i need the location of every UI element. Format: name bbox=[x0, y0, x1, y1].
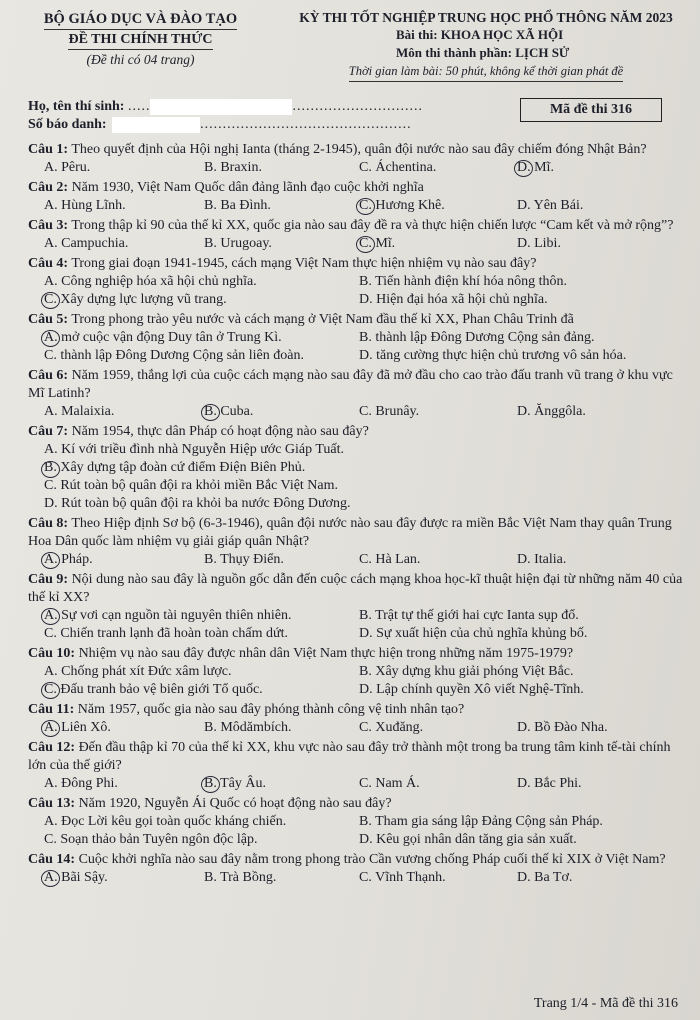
header-right bbox=[286, 10, 686, 82]
candidate-name-label: Họ, tên thí sinh: bbox=[28, 99, 125, 114]
question bbox=[28, 851, 686, 887]
option-b[interactable]: B. thành lập Đông Dương Cộng sản đảng. bbox=[359, 330, 595, 345]
question-text: Năm 1957, quốc gia nào sau đây phóng thành công vệ tinh nhân tạo? bbox=[77, 702, 465, 717]
candidate-name-field[interactable] bbox=[150, 99, 292, 115]
page-footer: Trang 1/4 - Mã đề thi 316 bbox=[533, 996, 678, 1011]
option-a[interactable]: A. Bãi Sậy. bbox=[44, 869, 204, 887]
exam-status: ĐỀ THI CHÍNH THỨC bbox=[68, 32, 212, 50]
option-d[interactable]: D. Mĩ. bbox=[517, 159, 667, 177]
option-d[interactable]: D. Sự xuất hiện của chủ nghĩa khủng bố. bbox=[359, 626, 588, 641]
dots: ............................. bbox=[292, 99, 423, 114]
question bbox=[28, 571, 686, 643]
option-d[interactable]: D. Bắc Phi. bbox=[517, 776, 582, 791]
subject-label: Môn thi thành phần: LỊCH SỬ bbox=[396, 45, 570, 60]
question-text: Nhiệm vụ nào sau đây được nhân dân Việt Nam thực hiện trong những năm 1975-1979? bbox=[78, 646, 574, 661]
option-b[interactable]: B. Cuba. bbox=[204, 403, 359, 421]
question-number: Câu 11: bbox=[28, 702, 75, 717]
option-c[interactable]: C. Hương Khê. bbox=[359, 197, 517, 215]
option-d[interactable]: D. Bồ Đào Nha. bbox=[517, 720, 608, 735]
option-c[interactable]: C. Vĩnh Thạnh. bbox=[359, 870, 446, 885]
exam-label: Bài thi: KHOA HỌC XÃ HỘI bbox=[396, 27, 564, 42]
question-number: Câu 8: bbox=[28, 516, 69, 531]
question bbox=[28, 423, 686, 513]
option-c[interactable]: C. Soạn thảo bản Tuyên ngôn độc lập. bbox=[44, 832, 258, 847]
option-b[interactable]: B. Môdămbích. bbox=[204, 720, 292, 735]
question-text: Năm 1930, Việt Nam Quốc dân đảng lãnh đạo cuộc khởi nghĩa bbox=[71, 180, 424, 195]
option-a[interactable]: A. mở cuộc vận động Duy tân ở Trung Kì. bbox=[44, 329, 359, 347]
question-number: Câu 7: bbox=[28, 424, 69, 439]
option-b[interactable]: B. Trà Bồng. bbox=[204, 870, 277, 885]
option-a[interactable]: A. Liên Xô. bbox=[44, 719, 204, 737]
question-text: Trong phong trào yêu nước và cách mạng ở Việt Nam đầu thế kỉ XX, Phan Châu Trinh đã bbox=[71, 312, 574, 327]
exam-header bbox=[28, 10, 686, 82]
option-b[interactable]: B. Xây dựng tập đoàn cứ điểm Điện Biên Phủ. bbox=[44, 460, 306, 475]
question-text: Đến đầu thập kỉ 70 của thế kỉ XX, khu vực nào sau đây trở thành một trong ba trung tâm kinh tế-tài chính lớn của thế giới? bbox=[28, 740, 671, 773]
question bbox=[28, 701, 686, 737]
question-number: Câu 14: bbox=[28, 852, 76, 867]
option-b[interactable]: B. Xây dựng khu giải phóng Việt Bắc. bbox=[359, 664, 574, 679]
question-number: Câu 12: bbox=[28, 740, 76, 755]
dots: ..... bbox=[127, 99, 151, 114]
option-c[interactable]: C. Xây dựng lực lượng vũ trang. bbox=[44, 291, 359, 309]
option-a[interactable]: A. Pháp. bbox=[44, 551, 204, 569]
option-a[interactable]: A. Campuchia. bbox=[44, 236, 129, 251]
option-b[interactable]: B. Trật tự thế giới hai cực Ianta sụp đổ. bbox=[359, 608, 579, 623]
question bbox=[28, 795, 686, 849]
question-number: Câu 2: bbox=[28, 180, 69, 195]
question-text: Năm 1959, thắng lợi của cuộc cách mạng nào sau đây đã mở đầu cho cao trào đấu tranh vũ trang ở khu vực Mĩ Latinh? bbox=[28, 368, 673, 401]
question-text: Trong giai đoạn 1941-1945, cách mạng Việt Nam thực hiện nhiệm vụ nào sau đây? bbox=[71, 256, 537, 271]
option-a[interactable]: A. Hùng Lĩnh. bbox=[44, 198, 126, 213]
option-c[interactable]: C. Nam Á. bbox=[359, 776, 420, 791]
question-text: Theo quyết định của Hội nghị Ianta (tháng 2-1945), quân đội nước nào sau đây chiếm đóng Nhật Bản? bbox=[71, 142, 647, 157]
candidate-info bbox=[28, 98, 686, 136]
option-c[interactable]: C. Chiến tranh lạnh đã hoàn toàn chấm dứt. bbox=[44, 626, 288, 641]
option-c[interactable]: C. Brunây. bbox=[359, 404, 420, 419]
option-d[interactable]: D. Lập chính quyền Xô viết Nghệ-Tĩnh. bbox=[359, 682, 584, 697]
option-b[interactable]: B. Tây Âu. bbox=[204, 775, 359, 793]
option-c[interactable]: C. Rút toàn bộ quân đội ra khỏi miền Bắc Việt Nam. bbox=[44, 478, 339, 493]
question-number: Câu 6: bbox=[28, 368, 69, 383]
option-a[interactable]: A. Sự vơi cạn nguồn tài nguyên thiên nhiên. bbox=[44, 607, 359, 625]
candidate-id-field[interactable] bbox=[112, 117, 200, 133]
option-d[interactable]: D. Ănggôla. bbox=[517, 404, 586, 419]
option-a[interactable]: A. Malaixia. bbox=[44, 404, 115, 419]
question bbox=[28, 367, 686, 421]
question bbox=[28, 311, 686, 365]
question-number: Câu 5: bbox=[28, 312, 69, 327]
option-d[interactable]: D. Italia. bbox=[517, 552, 567, 567]
option-d[interactable]: D. Libi. bbox=[517, 236, 561, 251]
option-a[interactable]: A. Công nghiệp hóa xã hội chủ nghĩa. bbox=[44, 274, 257, 289]
option-c[interactable]: C. Đấu tranh bảo vệ biên giới Tổ quốc. bbox=[44, 681, 359, 699]
page-count-note: (Đề thi có 04 trang) bbox=[86, 52, 195, 67]
question bbox=[28, 515, 686, 569]
option-c[interactable]: C. Hà Lan. bbox=[359, 552, 421, 567]
option-d[interactable]: D. tăng cường thực hiện chủ trương vô sản hóa. bbox=[359, 348, 627, 363]
question-text: Cuộc khởi nghĩa nào sau đây nằm trong phong trào Cần vương chống Pháp cuối thế kỉ XIX ở Việt Nam? bbox=[78, 852, 666, 867]
option-d[interactable]: D. Yên Bái. bbox=[517, 198, 584, 213]
option-b[interactable]: B. Tham gia sáng lập Đảng Cộng sản Pháp. bbox=[359, 814, 603, 829]
option-c[interactable]: C. Mĩ. bbox=[359, 235, 517, 253]
question-text: Nội dung nào sau đây là nguồn gốc dẫn đến cuộc cách mạng khoa học-kĩ thuật hiện đại từ những năm 40 của thế kỉ XX? bbox=[28, 572, 683, 605]
question-text: Năm 1920, Nguyễn Ái Quốc có hoạt động nào sau đây? bbox=[78, 796, 392, 811]
time-note: Thời gian làm bài: 50 phút, không kể thời gian phát đề bbox=[349, 64, 623, 82]
option-a[interactable]: A. Đọc Lời kêu gọi toàn quốc kháng chiến. bbox=[44, 814, 287, 829]
option-d[interactable]: D. Ba Tơ. bbox=[517, 870, 573, 885]
option-a[interactable]: A. Đông Phi. bbox=[44, 776, 118, 791]
option-d[interactable]: D. Hiện đại hóa xã hội chủ nghĩa. bbox=[359, 292, 548, 307]
option-b[interactable]: B. Tiến hành điện khí hóa nông thôn. bbox=[359, 274, 568, 289]
question-number: Câu 3: bbox=[28, 218, 69, 233]
question bbox=[28, 179, 686, 215]
question-number: Câu 4: bbox=[28, 256, 69, 271]
option-b[interactable]: B. Braxin. bbox=[204, 160, 262, 175]
option-b[interactable]: B. Urugoay. bbox=[204, 236, 272, 251]
option-b[interactable]: B. Thụy Điển. bbox=[204, 552, 284, 567]
option-c[interactable]: C. thành lập Đông Dương Cộng sản liên đoàn. bbox=[44, 348, 304, 363]
question-number: Câu 10: bbox=[28, 646, 76, 661]
option-b[interactable]: B. Ba Đình. bbox=[204, 198, 271, 213]
question-number: Câu 1: bbox=[28, 142, 69, 157]
question-text: Theo Hiệp định Sơ bộ (6-3-1946), quân đội nước nào sau đây được ra miền Bắc Việt Nam thay quân Trung Hoa Dân quốc làm nhiệm vụ giải giáp quân Nhật? bbox=[28, 516, 672, 549]
candidate-id-label: Số báo danh: bbox=[28, 117, 107, 132]
option-c[interactable]: C. Áchentina. bbox=[359, 160, 437, 175]
dots: ............................................... bbox=[200, 117, 412, 132]
option-c[interactable]: C. Xuđăng. bbox=[359, 720, 424, 735]
option-d[interactable]: D. Rút toàn bộ quân đội ra khỏi ba nước Đông Dương. bbox=[44, 496, 351, 511]
question bbox=[28, 217, 686, 253]
question-number: Câu 13: bbox=[28, 796, 76, 811]
option-a[interactable]: A. Chống phát xít Đức xâm lược. bbox=[44, 664, 232, 679]
question bbox=[28, 255, 686, 309]
option-a[interactable]: A. Pêru. bbox=[44, 160, 91, 175]
option-a[interactable]: A. Kí với triều đình nhà Nguyễn Hiệp ước Giáp Tuất. bbox=[44, 442, 345, 457]
question bbox=[28, 141, 686, 177]
question bbox=[28, 739, 686, 793]
question-text: Năm 1954, thực dân Pháp có hoạt động nào sau đây? bbox=[71, 424, 369, 439]
exam-code-box: Mã đề thi 316 bbox=[520, 98, 662, 122]
question-list bbox=[28, 141, 686, 887]
option-d[interactable]: D. Kêu gọi nhân dân tăng gia sản xuất. bbox=[359, 832, 577, 847]
question bbox=[28, 645, 686, 699]
header-left bbox=[28, 10, 253, 82]
ministry-name: BỘ GIÁO DỤC VÀ ĐÀO TẠO bbox=[44, 11, 237, 30]
question-number: Câu 9: bbox=[28, 572, 69, 587]
exam-title: KỲ THI TỐT NGHIỆP TRUNG HỌC PHỔ THÔNG NĂM 2023 bbox=[299, 10, 673, 25]
question-text: Trong thập kỉ 90 của thế kỉ XX, quốc gia nào sau đây đề ra và thực hiện chiến lược “Cam kết và mở rộng”? bbox=[71, 218, 674, 233]
